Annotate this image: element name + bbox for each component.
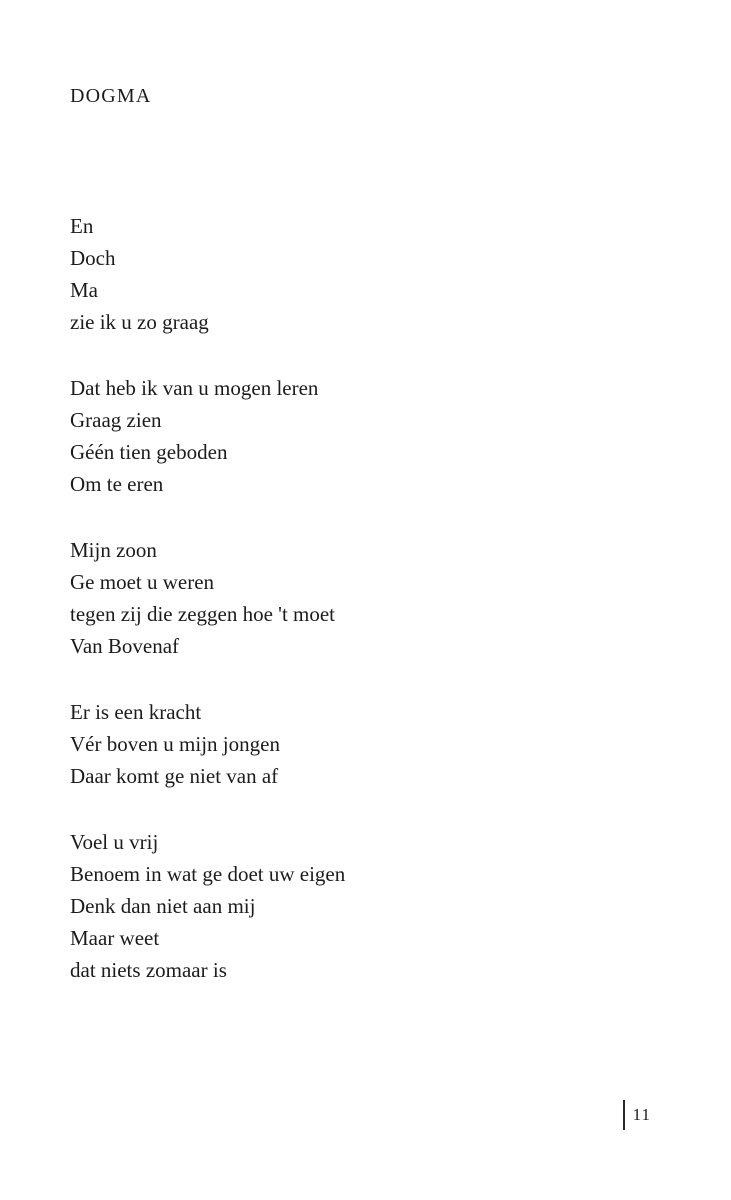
page-number-rule <box>623 1100 625 1130</box>
poem-line: Mijn zoon <box>70 538 157 562</box>
stanza <box>70 372 630 500</box>
poem-body <box>70 210 630 1020</box>
stanza <box>70 696 630 792</box>
poem-line: Ma <box>70 278 98 302</box>
poem-line: Graag zien <box>70 408 162 432</box>
poem-line: Vér boven u mijn jongen <box>70 732 280 756</box>
poem-title: DOGMA <box>70 85 152 107</box>
poem-line: Ge moet u weren <box>70 570 215 594</box>
poem-line: Van Bovenaf <box>70 634 180 658</box>
page-number: 11 <box>632 1105 651 1124</box>
page-footer <box>623 1100 651 1130</box>
poem-line: En <box>70 214 94 238</box>
poem-line: Maar weet <box>70 926 160 950</box>
poem-line: Denk dan niet aan mij <box>70 894 256 918</box>
poem-line: Om te eren <box>70 472 164 496</box>
poem-line: Doch <box>70 246 116 270</box>
poem-line: Géén tien geboden <box>70 440 228 464</box>
stanza <box>70 534 630 662</box>
stanza <box>70 210 630 338</box>
poem-line: Er is een kracht <box>70 700 202 724</box>
stanza <box>70 826 630 986</box>
poem-line: Daar komt ge niet van af <box>70 764 279 788</box>
poem-line: dat niets zomaar is <box>70 958 227 982</box>
poem-line: Voel u vrij <box>70 830 159 854</box>
poem-line: Benoem in wat ge doet uw eigen <box>70 862 346 886</box>
poem-line: Dat heb ik van u mogen leren <box>70 376 319 400</box>
poem-line: zie ik u zo graag <box>70 310 209 334</box>
poem-line: tegen zij die zeggen hoe 't moet <box>70 602 336 626</box>
